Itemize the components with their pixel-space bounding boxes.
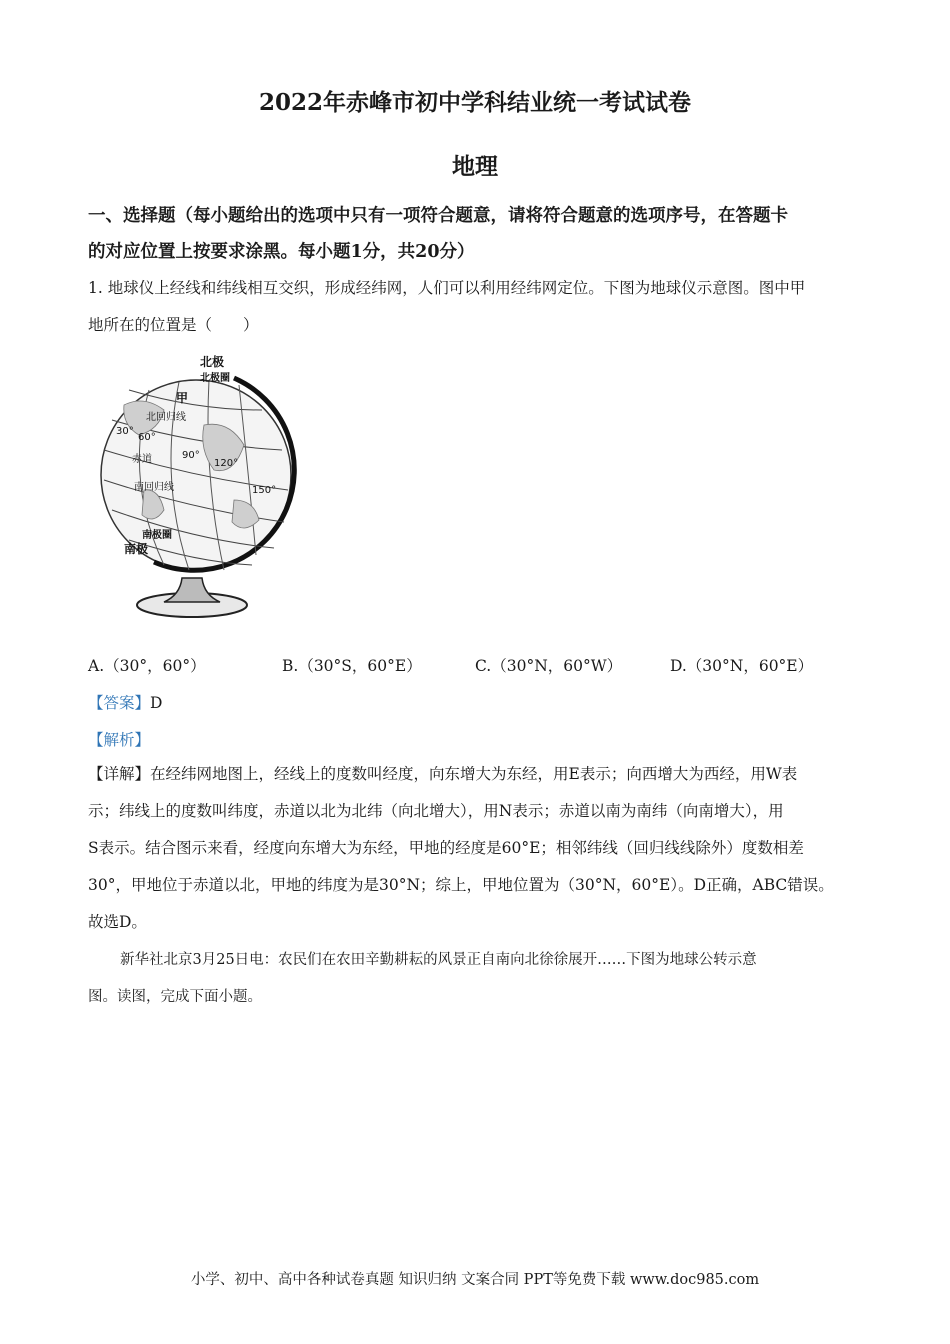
detail-explanation [88,756,870,941]
detail-line1-text: 在经纬网地图上，经线上的度数叫经度，向东增大为东经，用E表示；向西增大为西经，用W表 [150,765,798,783]
globe-illustration [84,350,304,625]
analysis-tag: 【解析】 [88,731,151,749]
page-footer: 小学、初中、高中各种试卷真题 知识归纳 文案合同 PPT等免费下载 www.doc985.com [190,1272,760,1288]
detail-line3: S表示。结合图示来看，经度向东增大为东经，甲地的经度是60°E；相邻纬线（回归线线除外）度数相差 [88,839,804,857]
intro-line1: 新华社北京3月25日电：农民们在农田辛勤耕耘的风景正自南向北徐徐展开……下图为地球公转示意 [120,952,757,968]
option-c: C.（30°N，60°W） [475,657,623,675]
question-1-options [88,654,888,684]
question-2-intro [88,942,870,1016]
label-north-pole: 北极 [200,355,225,369]
exam-title: 2022年赤峰市初中学科结业统一考试试卷 [258,89,691,116]
detail-line1 [88,756,870,793]
label-lon-90: 90° [182,450,200,461]
question-1-stem [88,270,870,344]
answer-line [88,688,162,718]
label-lon-60: 60° [138,432,156,443]
label-tropic-north: 北回归线 [146,412,186,423]
label-south-pole: 南极 [124,542,149,556]
label-arctic-circle: 北极圈 [200,373,230,384]
detail-line4: 30°，甲地位于赤道以北，甲地的纬度为是30°N；综上，甲地位置为（30°N，60°E）。D正确，ABC错误。 [88,876,834,894]
label-equator: 赤道 [132,454,152,465]
label-lon-150: 150° [252,485,277,496]
detail-tag: 【详解】 [88,765,151,783]
subject-title: 地理 [452,153,498,180]
label-jia: 甲 [176,391,189,405]
intro-line2: 图。读图，完成下面小题。 [88,989,262,1005]
label-antarctic-circle: 南极圈 [142,530,172,541]
section-heading-line2: 的对应位置上按要求涂黑。每小题1分，共20分） [88,242,475,262]
answer-value: D [150,694,163,712]
analysis-line [88,725,150,755]
detail-line5: 故选D。 [88,913,147,931]
label-tropic-south: 南回归线 [134,482,174,493]
section-heading [88,198,868,270]
question-1-stem-line2: 地所在的位置是（ ） [88,316,259,334]
option-d: D.（30°N，60°E） [670,657,814,675]
detail-line2: 示；纬线上的度数叫纬度，赤道以北为北纬（向北增大），用N表示；赤道以南为南纬（向南增大），用 [88,802,784,820]
option-b: B.（30°S，60°E） [282,657,422,675]
answer-tag: 【答案】 [88,694,151,712]
option-a: A.（30°，60°） [88,657,206,675]
section-heading-line1: 一、选择题（每小题给出的选项中只有一项符合题意，请将符合题意的选项序号，在答题卡 [88,206,788,226]
globe-stand [164,578,220,602]
question-1-stem-line1: 1. 地球仪上经线和纬线相互交织，形成经纬网，人们可以利用经纬网定位。下图为地球仪示意图。图中甲 [88,279,806,297]
label-lon-120: 120° [214,458,239,469]
globe-figure [84,350,304,625]
label-lon-30: 30° [116,426,134,437]
